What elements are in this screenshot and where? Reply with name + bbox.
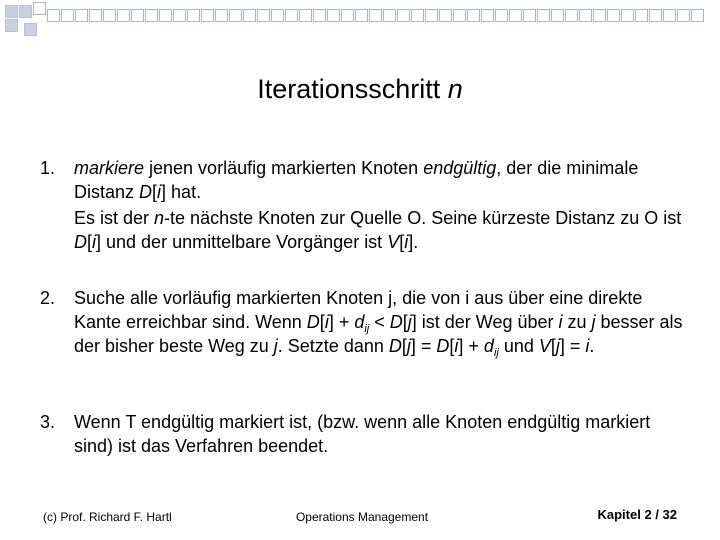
text-span: .: [589, 336, 595, 356]
text-span: D: [139, 182, 153, 202]
deco-square: [159, 9, 172, 22]
text-span: ] =: [559, 336, 586, 356]
item-body: [74, 410, 690, 458]
item-number: 1.: [40, 158, 56, 178]
text-span: i: [558, 312, 563, 332]
text-span: n: [154, 208, 165, 228]
text-span: j: [591, 312, 596, 332]
deco-square: [649, 9, 662, 22]
item-paragraph: Wenn T endgültig markiert ist, (bzw. wenn alle Knoten endgültig markiert sind) ist das Verfahren beendet.: [74, 412, 651, 456]
deco-square: [5, 19, 18, 32]
deco-square: [509, 9, 522, 22]
deco-square: [495, 9, 508, 22]
deco-square: [691, 9, 704, 22]
text-span: [: [399, 232, 405, 252]
footer-page-info: [598, 507, 678, 522]
item-number: 2.: [40, 288, 56, 308]
text-span: besser als der bisher beste Weg zu: [74, 312, 683, 356]
deco-square: [47, 9, 60, 22]
text-span: d: [483, 336, 494, 356]
deco-square: [677, 9, 690, 22]
deco-square: [89, 9, 102, 22]
text-span: D: [389, 312, 403, 332]
deco-square: [341, 9, 354, 22]
text-span: ] hat.: [161, 182, 202, 202]
deco-square: [271, 9, 284, 22]
text-span: j: [407, 312, 412, 332]
deco-square: [243, 9, 256, 22]
text-span: j: [406, 336, 411, 356]
footer-course: Operations Management: [295, 510, 429, 524]
item-body: [74, 286, 690, 358]
deco-square: [579, 9, 592, 22]
deco-square: [551, 9, 564, 22]
text-span: i: [454, 336, 459, 356]
text-span: [: [401, 336, 407, 356]
text-span: D: [306, 312, 320, 332]
text-span: V: [387, 232, 400, 252]
deco-square: [257, 9, 270, 22]
item-body: [74, 156, 690, 254]
text-span: zu: [562, 312, 592, 332]
deco-square: [103, 9, 116, 22]
deco-square: [523, 9, 536, 22]
subscript: ij: [493, 347, 499, 359]
deco-square: [369, 9, 382, 22]
text-span: V: [538, 336, 551, 356]
deco-square: [201, 9, 214, 22]
text-span: [: [550, 336, 556, 356]
text-span: [: [152, 182, 158, 202]
deco-square: [565, 9, 578, 22]
text-span: Suche alle vorläufig markierten Knoten j, die von i aus über eine direkte Kante erreichbar sind. Wenn: [74, 288, 643, 332]
text-span: i: [404, 232, 409, 252]
title-variable: n: [447, 74, 463, 104]
text-span: i: [324, 312, 329, 332]
deco-square: [327, 9, 340, 22]
page-separator: /: [651, 507, 663, 522]
text-span: D: [388, 336, 402, 356]
text-span: [: [87, 232, 93, 252]
deco-square: [663, 9, 676, 22]
deco-square: [621, 9, 634, 22]
text-span: i: [585, 336, 590, 356]
text-span: . Setzte dann: [277, 336, 389, 356]
text-span: , der die minimale Distanz: [74, 158, 639, 202]
footer-author: (c) Prof. Richard F. Hartl: [43, 510, 172, 524]
text-span: ] +: [328, 312, 355, 332]
text-span: ] =: [410, 336, 437, 356]
deco-square: [215, 9, 228, 22]
deco-square: [425, 9, 438, 22]
deco-square: [299, 9, 312, 22]
list-item-1: [40, 156, 690, 254]
text-span: jenen vorläufig markierten Knoten: [144, 158, 424, 178]
text-span: ] und der unmittelbare Vorgänger ist: [96, 232, 388, 252]
item-paragraph: [74, 286, 690, 358]
deco-square: [635, 9, 648, 22]
text-span: D: [436, 336, 450, 356]
text-span: <: [369, 312, 390, 332]
deco-square: [173, 9, 186, 22]
text-span: ].: [408, 232, 419, 252]
text-span: ] +: [458, 336, 484, 356]
page-number: 32: [662, 507, 677, 522]
text-span: j: [555, 336, 560, 356]
list-item-3: [40, 410, 690, 458]
list-item-2: [40, 286, 690, 358]
slide-title: [0, 74, 720, 105]
title-text: Iterationsschritt: [257, 74, 448, 104]
text-span: d: [354, 312, 365, 332]
deco-square: [61, 9, 74, 22]
deco-square: [537, 9, 550, 22]
deco-square: [187, 9, 200, 22]
deco-square: [481, 9, 494, 22]
deco-square: [75, 9, 88, 22]
deco-square: [411, 9, 424, 22]
deco-square: [33, 2, 46, 15]
deco-square: [397, 9, 410, 22]
deco-square: [285, 9, 298, 22]
text-span: [: [449, 336, 455, 356]
item-number: 3.: [40, 412, 56, 432]
text-span: i: [157, 182, 162, 202]
text-span: i: [92, 232, 97, 252]
subscript: ij: [364, 323, 370, 335]
deco-square: [383, 9, 396, 22]
deco-square: [117, 9, 130, 22]
deco-square: [439, 9, 452, 22]
text-span: ] ist der Weg über: [411, 312, 559, 332]
text-span: j: [273, 336, 278, 356]
deco-square: [5, 5, 18, 18]
deco-square: [467, 9, 480, 22]
deco-square: [229, 9, 242, 22]
text-span: -te nächste Knoten zur Quelle O. Seine kürzeste Distanz zu O ist: [164, 208, 682, 228]
deco-square: [593, 9, 606, 22]
deco-square: [355, 9, 368, 22]
decorative-squares: [0, 0, 720, 40]
text-span: D: [74, 232, 87, 252]
item-paragraph: [74, 156, 690, 204]
text-span: und: [498, 336, 539, 356]
deco-square: [19, 5, 32, 18]
deco-square: [145, 9, 158, 22]
deco-square: [453, 9, 466, 22]
deco-square: [313, 9, 326, 22]
text-span: endgültig: [423, 158, 497, 178]
text-span: markiere: [74, 158, 145, 178]
text-span: [: [402, 312, 408, 332]
item-paragraph: [74, 206, 690, 254]
deco-square: [131, 9, 144, 22]
deco-square: [24, 23, 37, 36]
text-span: [: [319, 312, 325, 332]
chapter-label: Kapitel 2: [597, 507, 652, 522]
deco-square: [607, 9, 620, 22]
text-span: Es ist der: [74, 208, 155, 228]
